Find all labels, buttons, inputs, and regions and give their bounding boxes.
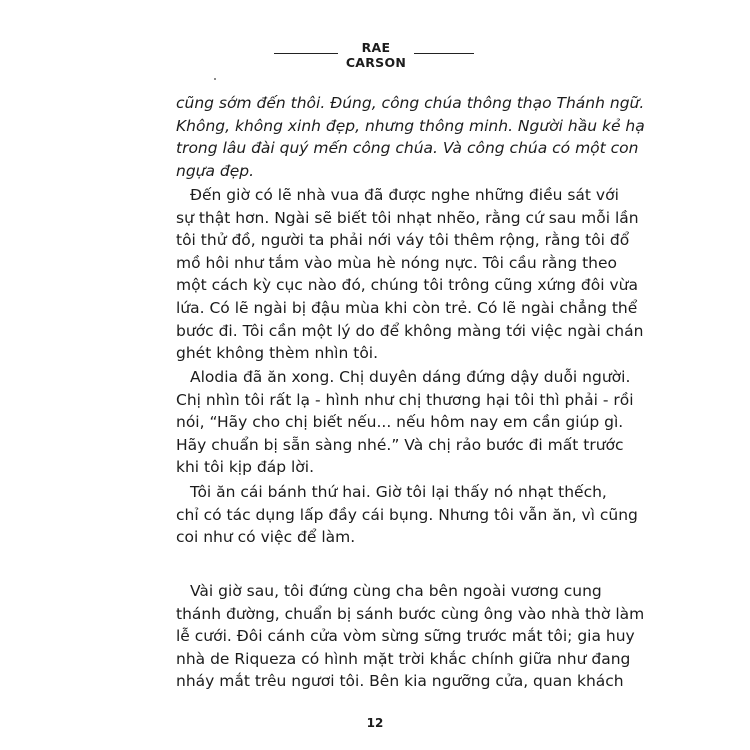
paragraph-3	[176, 366, 634, 479]
stray-mark	[214, 78, 216, 80]
paragraph-5	[176, 580, 645, 693]
page-number: 12	[366, 716, 384, 730]
paragraph-4	[176, 481, 638, 549]
text-line: mồ hôi như tắm vào mùa hè nóng nực. Tôi cầu rằng theo	[176, 253, 617, 272]
header-author-name: RAE CARSON	[345, 40, 407, 70]
text-line: chỉ có tác dụng lấp đầy cái bụng. Nhưng tôi vẫn ăn, vì cũng	[176, 505, 638, 524]
text-line: Đến giờ có lẽ nhà vua đã được nghe những điều sát với	[190, 186, 619, 204]
text-line: trong lâu đài quý mến công chúa. Và công chúa có một con	[176, 139, 639, 158]
text-line: một cách kỳ cục nào đó, chúng tôi trông cũng xứng đôi vừa	[176, 276, 638, 295]
header-rule-right	[414, 53, 474, 54]
text-line: Chị nhìn tôi rất lạ - hình như chị thương hại tôi thì phải - rồi	[176, 390, 634, 409]
paragraph-2	[176, 184, 644, 365]
text-line: tôi thử đồ, người ta phải nới váy tôi thêm rộng, rằng tôi đổ	[176, 231, 630, 250]
text-line: Không, không xinh đẹp, nhưng thông minh. Người hầu kẻ hạ	[176, 116, 645, 135]
text-line: sự thật hơn. Ngài sẽ biết tôi nhạt nhẽo, rằng cứ sau mỗi lần	[176, 208, 639, 227]
paragraph-1	[176, 92, 645, 182]
text-line: Vài giờ sau, tôi đứng cùng cha bên ngoài vương cung	[190, 582, 602, 600]
text-line: khi tôi kịp đáp lời.	[176, 458, 315, 477]
text-line: lứa. Có lẽ ngài bị đậu mùa khi còn trẻ. Có lẽ ngài chẳng thể	[176, 298, 638, 317]
header-rule-left	[274, 53, 338, 54]
text-line: ghét không thèm nhìn tôi.	[176, 344, 379, 363]
text-line: Alodia đã ăn xong. Chị duyên dáng đứng dậy duỗi người.	[190, 368, 631, 386]
text-line: Hãy chuẩn bị sẵn sàng nhé.” Và chị rảo bước đi mất trước	[176, 435, 624, 454]
text-line: Tôi ăn cái bánh thứ hai. Giờ tôi lại thấy nó nhạt thếch,	[190, 483, 607, 501]
running-header	[0, 40, 750, 70]
text-line: cũng sớm đến thôi. Đúng, công chúa thông thạo Thánh ngữ.	[176, 94, 645, 112]
text-line: ngựa đẹp.	[176, 161, 255, 180]
text-line: coi như có việc để làm.	[176, 528, 356, 547]
text-line: nhà de Riqueza có hình mặt trời khắc chính giữa như đang	[176, 649, 631, 668]
text-line: bước đi. Tôi cần một lý do để không màng tới việc ngài chán	[176, 321, 644, 340]
text-line: nói, “Hãy cho chị biết nếu... nếu hôm nay em cần giúp gì.	[176, 413, 624, 432]
text-line: thánh đường, chuẩn bị sánh bước cùng ông vào nhà thờ làm	[176, 604, 645, 623]
text-line: lễ cưới. Đôi cánh cửa vòm sừng sững trước mắt tôi; gia huy	[176, 627, 635, 646]
text-line: nháy mắt trêu ngươi tôi. Bên kia ngưỡng cửa, quan khách	[176, 672, 624, 691]
